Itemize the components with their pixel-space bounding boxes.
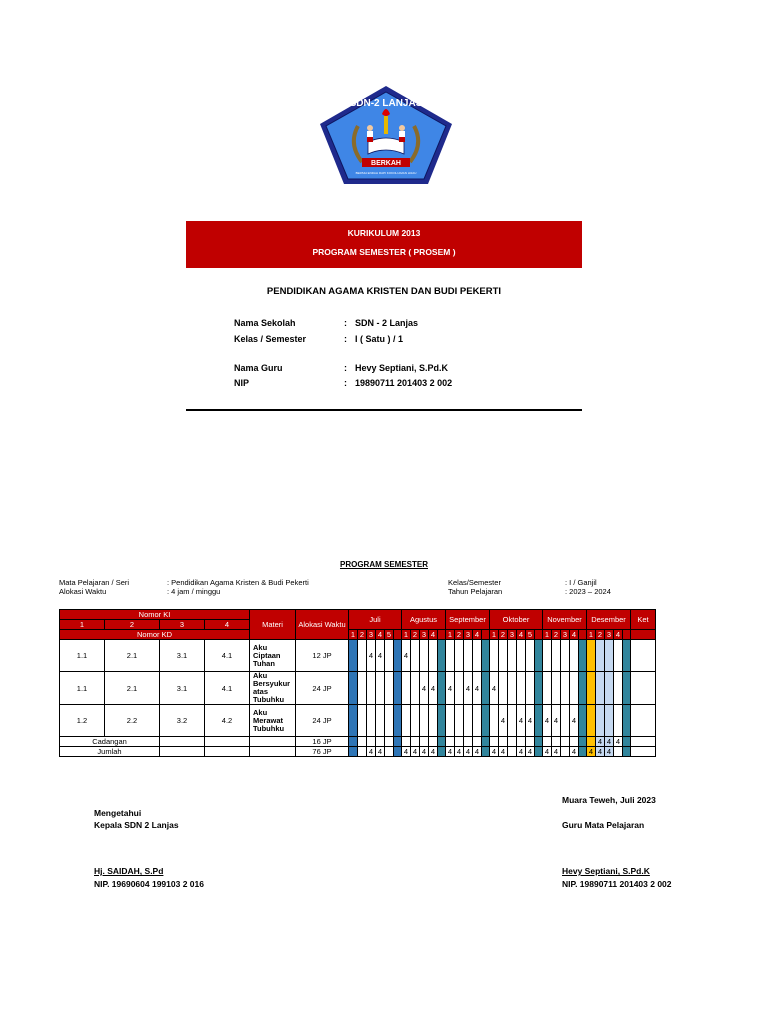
week-cell: [526, 640, 535, 672]
jp-cell: 76 JP: [296, 747, 349, 757]
month-separator: [623, 640, 631, 672]
month-separator: [535, 640, 543, 672]
empty-cell: [160, 737, 205, 747]
month-separator: [579, 640, 587, 672]
week-cell: [508, 705, 517, 737]
prosem-title: PROGRAM SEMESTER: [339, 560, 428, 569]
month-separator: [535, 737, 543, 747]
week-cell: [596, 640, 605, 672]
week-cell: 4: [596, 747, 605, 757]
week-cell: [446, 640, 455, 672]
month-separator: [438, 747, 446, 757]
jumlah-row: [60, 747, 656, 757]
week-cell: [464, 640, 473, 672]
kd-cell: 3.2: [160, 705, 205, 737]
week-cell: [464, 705, 473, 737]
month-separator: [482, 705, 490, 737]
ket-header: Ket: [631, 610, 656, 630]
summary-label: Jumlah: [60, 747, 160, 757]
month-separator: [535, 747, 543, 757]
ki-number: 2: [105, 620, 160, 630]
week-cell: [605, 705, 614, 737]
week-cell: [508, 737, 517, 747]
alokasi-label: Alokasi Waktu: [59, 587, 107, 596]
week-number: 4: [570, 630, 579, 640]
nomor-kd-header: Nomor KD: [60, 630, 250, 640]
program-title: PROGRAM SEMESTER ( PROSEM ): [312, 247, 456, 257]
week-cell: [376, 737, 385, 747]
month-separator: [482, 630, 490, 640]
week-cell: 4: [490, 747, 499, 757]
week-number: 4: [376, 630, 385, 640]
week-cell: [490, 705, 499, 737]
week-cell: [517, 640, 526, 672]
week-cell: [587, 737, 596, 747]
week-number: 3: [605, 630, 614, 640]
month-separator: [623, 630, 631, 640]
week-cell: [411, 672, 420, 705]
week-cell: 4: [605, 747, 614, 757]
week-cell: 4: [490, 672, 499, 705]
acknowledge-text: Mengetahui: [94, 808, 142, 818]
month-separator: [394, 737, 402, 747]
week-cell: 4: [446, 672, 455, 705]
week-cell: [526, 672, 535, 705]
week-cell: [385, 747, 394, 757]
table-row: [60, 640, 656, 672]
week-cell: 4: [429, 672, 438, 705]
week-cell: 4: [367, 640, 376, 672]
week-cell: [358, 672, 367, 705]
week-cell: [499, 672, 508, 705]
week-number: 1: [587, 630, 596, 640]
week-cell: [455, 705, 464, 737]
week-cell: [420, 705, 429, 737]
week-cell: [455, 672, 464, 705]
week-cell: [420, 737, 429, 747]
kd-cell: 1.1: [60, 672, 105, 705]
materi-cell: Aku Bersyukur atas Tubuhku: [250, 672, 296, 705]
week-cell: [490, 737, 499, 747]
logo-arc-text: SDN-2 LANJAS: [349, 98, 423, 109]
jp-cell: 12 JP: [296, 640, 349, 672]
ket-cell: [631, 630, 656, 640]
week-cell: [490, 640, 499, 672]
week-cell: [614, 672, 623, 705]
month-separator: [394, 672, 402, 705]
principal-name: Hj. SAIDAH, S.Pd: [94, 866, 164, 876]
month-separator: [482, 747, 490, 757]
week-cell: [411, 737, 420, 747]
week-number: 2: [411, 630, 420, 640]
week-cell: [561, 640, 570, 672]
ket-cell: [631, 705, 656, 737]
info-colon: :: [344, 363, 347, 373]
week-cell: [552, 672, 561, 705]
tahun-value: : 2023 – 2024: [565, 587, 611, 596]
week-number: 1: [543, 630, 552, 640]
week-number: 5: [526, 630, 535, 640]
week-cell: [349, 747, 358, 757]
week-number: 4: [614, 630, 623, 640]
week-cell: [429, 705, 438, 737]
week-cell: 4: [587, 747, 596, 757]
week-cell: [358, 640, 367, 672]
week-cell: [526, 737, 535, 747]
week-cell: [614, 640, 623, 672]
teacher-title: Guru Mata Pelajaran: [562, 820, 645, 830]
logo-sub-motto: BERSIH ENDAH RAPI KOKOH AMAN HIJAU: [355, 171, 417, 175]
week-cell: [385, 640, 394, 672]
month-separator: [623, 705, 631, 737]
week-cell: [473, 737, 482, 747]
week-cell: [552, 640, 561, 672]
week-number: 1: [402, 630, 411, 640]
week-cell: 4: [446, 747, 455, 757]
jp-cell: 24 JP: [296, 705, 349, 737]
empty-cell: [250, 737, 296, 747]
week-cell: [367, 705, 376, 737]
week-cell: 4: [376, 747, 385, 757]
week-cell: [446, 737, 455, 747]
week-cell: [358, 705, 367, 737]
subject-title: PENDIDIKAN AGAMA KRISTEN DAN BUDI PEKERTI: [266, 286, 502, 297]
week-cell: [376, 672, 385, 705]
kd-cell: 2.1: [105, 640, 160, 672]
month-separator: [579, 737, 587, 747]
week-number: 4: [517, 630, 526, 640]
info-colon: :: [344, 378, 347, 388]
week-number: 2: [499, 630, 508, 640]
week-cell: [429, 737, 438, 747]
week-number: 4: [429, 630, 438, 640]
month-separator: [394, 640, 402, 672]
empty-cell: [160, 747, 205, 757]
info-colon: :: [344, 318, 347, 328]
week-cell: 4: [429, 747, 438, 757]
week-cell: 4: [543, 747, 552, 757]
week-cell: [464, 737, 473, 747]
kelas-label: Kelas/Semester: [448, 578, 501, 587]
tahun-label: Tahun Pelajaran: [448, 587, 503, 596]
ki-number: 3: [160, 620, 205, 630]
week-number: 1: [349, 630, 358, 640]
week-cell: 4: [552, 705, 561, 737]
week-cell: [614, 747, 623, 757]
week-number: 3: [464, 630, 473, 640]
week-cell: 4: [526, 705, 535, 737]
week-cell: [570, 737, 579, 747]
week-cell: [543, 737, 552, 747]
school-logo: [318, 84, 454, 186]
week-cell: 4: [543, 705, 552, 737]
month-separator: [394, 705, 402, 737]
week-cell: [349, 737, 358, 747]
week-cell: [499, 640, 508, 672]
week-cell: [587, 640, 596, 672]
week-cell: [570, 640, 579, 672]
month-separator: [482, 672, 490, 705]
week-cell: [429, 640, 438, 672]
table-row: [60, 705, 656, 737]
month-separator: [579, 747, 587, 757]
alokasi-header: Alokasi Waktu: [296, 610, 349, 640]
month-separator: [623, 737, 631, 747]
week-cell: 4: [552, 747, 561, 757]
week-cell: [543, 672, 552, 705]
info-label: Kelas / Semester: [234, 334, 307, 344]
kd-cell: 2.2: [105, 705, 160, 737]
week-cell: [561, 672, 570, 705]
week-cell: 4: [473, 747, 482, 757]
logo-motto: BERKAH: [371, 160, 401, 167]
week-cell: 4: [411, 747, 420, 757]
month-separator: [482, 640, 490, 672]
month-separator: [535, 672, 543, 705]
week-cell: [596, 672, 605, 705]
month-header: Desember: [587, 610, 631, 630]
week-cell: [411, 640, 420, 672]
week-cell: 4: [517, 747, 526, 757]
week-cell: [499, 737, 508, 747]
week-cell: [358, 747, 367, 757]
week-number: 2: [552, 630, 561, 640]
materi-cell: Aku Merawat Tubuhku: [250, 705, 296, 737]
week-cell: [367, 737, 376, 747]
week-number: 4: [473, 630, 482, 640]
week-number: 2: [358, 630, 367, 640]
summary-label: Cadangan: [60, 737, 160, 747]
month-separator: [579, 672, 587, 705]
table-row: [60, 672, 656, 705]
week-cell: [561, 705, 570, 737]
week-number: 2: [596, 630, 605, 640]
kd-cell: 4.2: [205, 705, 250, 737]
ket-cell: [631, 737, 656, 747]
week-cell: [385, 737, 394, 747]
week-cell: [605, 640, 614, 672]
week-cell: [605, 672, 614, 705]
kd-cell: 4.1: [205, 640, 250, 672]
week-number: 2: [455, 630, 464, 640]
week-cell: [367, 672, 376, 705]
teacher-name: Hevy Septiani, S.Pd.K: [562, 866, 650, 876]
info-value: 19890711 201403 2 002: [355, 378, 453, 388]
week-cell: 4: [455, 747, 464, 757]
week-number: 3: [508, 630, 517, 640]
empty-cell: [205, 747, 250, 757]
week-number: 3: [561, 630, 570, 640]
divider: [186, 409, 582, 411]
month-separator: [438, 630, 446, 640]
week-cell: [455, 737, 464, 747]
week-cell: 4: [517, 705, 526, 737]
month-separator: [623, 672, 631, 705]
week-cell: 4: [526, 747, 535, 757]
month-separator: [394, 747, 402, 757]
info-value: I ( Satu ) / 1: [355, 334, 404, 344]
month-separator: [438, 672, 446, 705]
month-header: November: [543, 610, 587, 630]
jp-cell: 24 JP: [296, 672, 349, 705]
jp-cell: 16 JP: [296, 737, 349, 747]
month-header: Oktober: [490, 610, 543, 630]
info-value: Hevy Septiani, S.Pd.K: [355, 363, 449, 373]
ki-number: 4: [205, 620, 250, 630]
month-separator: [438, 640, 446, 672]
week-cell: [517, 672, 526, 705]
week-cell: 4: [420, 747, 429, 757]
kd-cell: 1.1: [60, 640, 105, 672]
week-cell: [420, 640, 429, 672]
kd-cell: 2.1: [105, 672, 160, 705]
month-header: Juli: [349, 610, 402, 630]
nomor-ki-header: Nomor KI: [60, 610, 250, 620]
month-separator: [579, 630, 587, 640]
week-cell: [455, 640, 464, 672]
info-colon: :: [344, 334, 347, 344]
info-value: SDN - 2 Lanjas: [355, 318, 419, 328]
week-cell: [349, 672, 358, 705]
week-cell: [614, 705, 623, 737]
ket-cell: [631, 672, 656, 705]
week-cell: 4: [402, 747, 411, 757]
place-date: Muara Teweh, Juli 2023: [562, 795, 656, 805]
month-separator: [482, 737, 490, 747]
info-label: Nama Sekolah: [234, 318, 296, 328]
principal-nip: NIP. 19690604 199103 2 016: [94, 879, 204, 889]
week-cell: [358, 737, 367, 747]
week-cell: [376, 705, 385, 737]
week-cell: [508, 640, 517, 672]
month-separator: [535, 705, 543, 737]
week-cell: [349, 705, 358, 737]
mapel-label: Mata Pelajaran / Seri: [59, 578, 130, 587]
week-cell: [561, 737, 570, 747]
kd-cell: 1.2: [60, 705, 105, 737]
materi-header: Materi: [250, 610, 296, 640]
week-cell: 4: [420, 672, 429, 705]
week-cell: [402, 737, 411, 747]
week-cell: 4: [570, 705, 579, 737]
week-cell: 4: [367, 747, 376, 757]
kd-cell: 3.1: [160, 640, 205, 672]
title-banner: [186, 221, 582, 268]
week-number: 3: [367, 630, 376, 640]
week-cell: [561, 747, 570, 757]
curriculum-title: KURIKULUM 2013: [347, 228, 421, 238]
kd-cell: 4.1: [205, 672, 250, 705]
week-cell: [508, 747, 517, 757]
week-cell: [587, 705, 596, 737]
week-cell: 4: [376, 640, 385, 672]
week-cell: [552, 737, 561, 747]
week-number: 3: [420, 630, 429, 640]
week-cell: [446, 705, 455, 737]
week-cell: [473, 705, 482, 737]
month-separator: [535, 630, 543, 640]
principal-title: Kepala SDN 2 Lanjas: [94, 820, 179, 830]
week-cell: 4: [605, 737, 614, 747]
empty-cell: [250, 747, 296, 757]
week-cell: [385, 672, 394, 705]
week-cell: [587, 672, 596, 705]
mapel-value: : Pendidikan Agama Kristen & Budi Pekerti: [167, 578, 309, 587]
month-header: Agustus: [402, 610, 446, 630]
month-separator: [579, 705, 587, 737]
info-label: Nama Guru: [234, 363, 283, 373]
empty-cell: [205, 737, 250, 747]
week-cell: [349, 640, 358, 672]
teacher-nip: NIP. 19890711 201403 2 002: [562, 879, 672, 889]
week-cell: 4: [499, 747, 508, 757]
week-number: 5: [385, 630, 394, 640]
week-cell: 4: [464, 747, 473, 757]
week-cell: [508, 672, 517, 705]
week-cell: [385, 705, 394, 737]
week-cell: [517, 737, 526, 747]
month-separator: [438, 737, 446, 747]
kd-cell: 3.1: [160, 672, 205, 705]
week-cell: 4: [464, 672, 473, 705]
materi-cell: Aku Ciptaan Tuhan: [250, 640, 296, 672]
week-cell: 4: [570, 747, 579, 757]
ket-cell: [631, 640, 656, 672]
week-cell: 4: [596, 737, 605, 747]
week-cell: [402, 705, 411, 737]
week-cell: 4: [402, 640, 411, 672]
week-cell: [596, 705, 605, 737]
week-number: 1: [490, 630, 499, 640]
month-separator: [438, 705, 446, 737]
week-cell: 4: [473, 672, 482, 705]
month-header: September: [446, 610, 490, 630]
kelas-value: : I / Ganjil: [565, 578, 597, 587]
alokasi-value: : 4 jam / minggu: [167, 587, 221, 596]
month-separator: [394, 630, 402, 640]
ket-cell: [631, 747, 656, 757]
week-cell: [402, 672, 411, 705]
month-separator: [623, 747, 631, 757]
prosem-table: [59, 609, 656, 757]
week-cell: [473, 640, 482, 672]
week-number: 1: [446, 630, 455, 640]
week-cell: [543, 640, 552, 672]
week-cell: 4: [614, 737, 623, 747]
cadangan-row: [60, 737, 656, 747]
week-cell: 4: [499, 705, 508, 737]
week-cell: [570, 672, 579, 705]
info-label: NIP: [234, 378, 250, 388]
ki-number: 1: [60, 620, 105, 630]
week-cell: [411, 705, 420, 737]
